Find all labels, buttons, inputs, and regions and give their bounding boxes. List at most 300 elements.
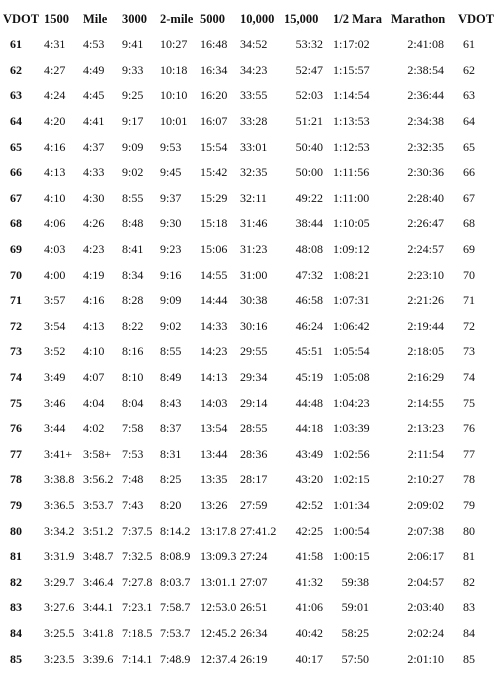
- cell-mile: 3:48.7: [83, 549, 114, 564]
- cell-15000: 43:49: [295, 446, 323, 461]
- header-5000: 5000: [200, 11, 225, 26]
- cell-3000: 7:18.5: [122, 625, 153, 640]
- cell-1500: 4:03: [44, 242, 66, 257]
- cell-vdot: 85: [10, 651, 22, 666]
- cell-vdot-right: 74: [463, 370, 475, 385]
- cell-mile: 4:26: [83, 216, 105, 231]
- cell-marathon: 2:09:02: [407, 497, 444, 512]
- cell-vdot-right: 66: [463, 165, 475, 180]
- cell-vdot: 68: [10, 216, 22, 231]
- cell-3000: 9:25: [122, 88, 144, 103]
- cell-vdot-right: 63: [463, 88, 475, 103]
- cell-2-mile: 9:16: [160, 267, 182, 282]
- cell-half-marathon: 1:11:00: [333, 190, 370, 205]
- cell-2-mile: 8:14.2: [160, 523, 191, 538]
- cell-mile: 3:39.6: [83, 651, 114, 666]
- cell-vdot-right: 75: [463, 395, 475, 410]
- cell-15000: 51:21: [295, 114, 323, 129]
- cell-mile: 3:46.4: [83, 574, 114, 589]
- cell-5000: 15:18: [200, 216, 228, 231]
- cell-marathon: 2:41:08: [407, 37, 444, 52]
- table-body: [3, 32, 497, 672]
- table-row: [3, 416, 497, 442]
- cell-marathon: 2:18:05: [407, 344, 444, 359]
- table-row: [3, 288, 497, 314]
- cell-5000: 14:44: [200, 293, 228, 308]
- cell-mile: 4:30: [83, 190, 105, 205]
- cell-10000: 29:55: [240, 344, 268, 359]
- cell-3000: 7:48: [122, 472, 144, 487]
- cell-10000: 34:23: [240, 62, 268, 77]
- cell-vdot-right: 69: [463, 242, 475, 257]
- header-2-mile: 2-mile: [160, 11, 194, 26]
- cell-3000: 9:09: [122, 139, 144, 154]
- cell-mile: 4:37: [83, 139, 105, 154]
- cell-5000: 15:42: [200, 165, 228, 180]
- cell-mile: 3:51.2: [83, 523, 114, 538]
- table-row: [3, 442, 497, 468]
- header-3000: 3000: [122, 11, 147, 26]
- cell-vdot-right: 81: [463, 549, 475, 564]
- cell-mile: 4:53: [83, 37, 105, 52]
- cell-half-marathon: 1:12:53: [333, 139, 370, 154]
- cell-3000: 8:28: [122, 293, 144, 308]
- cell-marathon: 2:21:26: [407, 293, 444, 308]
- cell-mile: 4:02: [83, 421, 105, 436]
- cell-15000: 38:44: [295, 216, 323, 231]
- cell-vdot-right: 68: [463, 216, 475, 231]
- cell-half-marathon: 1:17:02: [333, 37, 370, 52]
- cell-1500: 4:16: [44, 139, 66, 154]
- cell-1500: 3:34.2: [44, 523, 75, 538]
- cell-10000: 26:51: [240, 600, 268, 615]
- cell-15000: 47:32: [295, 267, 323, 282]
- cell-mile: 3:41.8: [83, 625, 114, 640]
- cell-half-marathon: 1:13:53: [333, 114, 370, 129]
- table-row: [3, 186, 497, 212]
- cell-half-marathon: 1:05:54: [333, 344, 370, 359]
- cell-3000: 8:22: [122, 318, 144, 333]
- cell-marathon: 2:02:24: [407, 625, 444, 640]
- cell-marathon: 2:04:57: [407, 574, 444, 589]
- cell-1500: 4:00: [44, 267, 66, 282]
- cell-10000: 30:16: [240, 318, 268, 333]
- cell-5000: 14:33: [200, 318, 228, 333]
- cell-half-marathon: 1:01:34: [333, 497, 370, 512]
- cell-vdot: 82: [10, 574, 22, 589]
- cell-2-mile: 8:49: [160, 370, 182, 385]
- cell-half-marathon: 59:38: [341, 574, 369, 589]
- cell-vdot: 78: [10, 472, 22, 487]
- cell-3000: 9:41: [122, 37, 144, 52]
- cell-vdot: 73: [10, 344, 22, 359]
- cell-15000: 45:51: [295, 344, 323, 359]
- cell-2-mile: 9:09: [160, 293, 182, 308]
- vdot-race-times-table: [3, 6, 497, 672]
- cell-2-mile: 8:55: [160, 344, 182, 359]
- cell-vdot-right: 72: [463, 318, 475, 333]
- cell-5000: 14:13: [200, 370, 228, 385]
- table-row: [3, 595, 497, 621]
- cell-1500: 3:49: [44, 370, 66, 385]
- cell-mile: 4:13: [83, 318, 105, 333]
- table-row: [3, 467, 497, 493]
- cell-vdot: 67: [10, 190, 22, 205]
- cell-half-marathon: 1:08:21: [333, 267, 370, 282]
- cell-1500: 3:31.9: [44, 549, 75, 564]
- cell-10000: 27:24: [240, 549, 268, 564]
- cell-1500: 4:20: [44, 114, 66, 129]
- cell-10000: 28:55: [240, 421, 268, 436]
- cell-3000: 7:58: [122, 421, 144, 436]
- cell-vdot-right: 71: [463, 293, 475, 308]
- cell-vdot-right: 65: [463, 139, 475, 154]
- cell-3000: 7:53: [122, 446, 144, 461]
- cell-marathon: 2:24:57: [407, 242, 444, 257]
- table-row: [3, 160, 497, 186]
- cell-1500: 4:31: [44, 37, 66, 52]
- cell-mile: 4:16: [83, 293, 105, 308]
- cell-vdot-right: 67: [463, 190, 475, 205]
- cell-15000: 41:58: [295, 549, 323, 564]
- cell-2-mile: 8:25: [160, 472, 182, 487]
- cell-vdot: 77: [10, 446, 22, 461]
- header-vdot-right: VDOT: [458, 11, 495, 26]
- cell-1500: 3:27.6: [44, 600, 75, 615]
- cell-vdot-right: 82: [463, 574, 475, 589]
- cell-3000: 7:32.5: [122, 549, 153, 564]
- cell-3000: 7:23.1: [122, 600, 153, 615]
- cell-vdot-right: 78: [463, 472, 475, 487]
- cell-vdot: 61: [10, 37, 22, 52]
- table-row: [3, 314, 497, 340]
- cell-mile: 4:41: [83, 114, 105, 129]
- cell-5000: 15:06: [200, 242, 228, 257]
- cell-15000: 46:58: [295, 293, 323, 308]
- cell-half-marathon: 1:06:42: [333, 318, 370, 333]
- cell-10000: 27:07: [240, 574, 268, 589]
- cell-half-marathon: 57:50: [341, 651, 369, 666]
- cell-5000: 13:09.3: [200, 549, 237, 564]
- cell-marathon: 2:06:17: [407, 549, 444, 564]
- cell-vdot-right: 70: [463, 267, 475, 282]
- table-row: [3, 83, 497, 109]
- table-row: [3, 646, 497, 672]
- table-row: [3, 390, 497, 416]
- cell-1500: 4:27: [44, 62, 66, 77]
- header-1500: 1500: [44, 11, 69, 26]
- cell-5000: 12:53.0: [200, 600, 237, 615]
- cell-10000: 26:19: [240, 651, 268, 666]
- cell-marathon: 2:03:40: [407, 600, 444, 615]
- cell-2-mile: 7:48.9: [160, 651, 191, 666]
- cell-vdot: 76: [10, 421, 22, 436]
- table-row: [3, 58, 497, 84]
- cell-10000: 28:36: [240, 446, 268, 461]
- cell-15000: 50:00: [295, 165, 323, 180]
- cell-3000: 8:04: [122, 395, 144, 410]
- cell-15000: 52:47: [295, 62, 323, 77]
- cell-1500: 4:10: [44, 190, 66, 205]
- cell-half-marathon: 59:01: [341, 600, 369, 615]
- cell-marathon: 2:36:44: [407, 88, 444, 103]
- cell-half-marathon: 58:25: [341, 625, 369, 640]
- cell-15000: 43:20: [295, 472, 323, 487]
- cell-marathon: 2:13:23: [407, 421, 444, 436]
- cell-2-mile: 8:08.9: [160, 549, 191, 564]
- cell-5000: 13:01.1: [200, 574, 237, 589]
- cell-vdot: 83: [10, 600, 22, 615]
- header-half-marathon: 1/2 Mara: [333, 11, 382, 26]
- cell-1500: 3:25.5: [44, 625, 75, 640]
- header-row: [3, 6, 497, 32]
- cell-half-marathon: 1:03:39: [333, 421, 370, 436]
- cell-10000: 27:59: [240, 497, 268, 512]
- cell-marathon: 2:07:38: [407, 523, 444, 538]
- cell-2-mile: 10:01: [160, 114, 188, 129]
- cell-1500: 3:36.5: [44, 497, 75, 512]
- cell-5000: 16:48: [200, 37, 228, 52]
- cell-15000: 49:22: [295, 190, 323, 205]
- cell-2-mile: 8:20: [160, 497, 182, 512]
- table-row: [3, 237, 497, 263]
- table-row: [3, 134, 497, 160]
- cell-10000: 32:11: [240, 190, 267, 205]
- cell-marathon: 2:34:38: [407, 114, 444, 129]
- cell-3000: 8:55: [122, 190, 144, 205]
- cell-vdot: 79: [10, 497, 22, 512]
- cell-1500: 4:13: [44, 165, 66, 180]
- table-row: [3, 518, 497, 544]
- cell-vdot-right: 61: [463, 37, 475, 52]
- cell-1500: 3:52: [44, 344, 66, 359]
- cell-vdot: 74: [10, 370, 22, 385]
- cell-vdot: 71: [10, 293, 22, 308]
- table-row: [3, 339, 497, 365]
- cell-half-marathon: 1:05:08: [333, 370, 370, 385]
- cell-half-marathon: 1:00:54: [333, 523, 370, 538]
- cell-marathon: 2:16:29: [407, 370, 444, 385]
- cell-vdot-right: 85: [463, 651, 475, 666]
- cell-10000: 33:55: [240, 88, 268, 103]
- cell-10000: 26:34: [240, 625, 268, 640]
- cell-marathon: 2:32:35: [407, 139, 444, 154]
- header-mile: Mile: [83, 11, 108, 26]
- cell-10000: 28:17: [240, 472, 268, 487]
- cell-vdot: 75: [10, 395, 22, 410]
- cell-vdot-right: 84: [463, 625, 475, 640]
- cell-2-mile: 9:02: [160, 318, 182, 333]
- header-10000: 10,000: [240, 11, 275, 26]
- cell-10000: 31:46: [240, 216, 268, 231]
- cell-mile: 3:56.2: [83, 472, 114, 487]
- cell-3000: 9:17: [122, 114, 144, 129]
- cell-vdot: 84: [10, 625, 22, 640]
- cell-marathon: 2:19:44: [407, 318, 444, 333]
- cell-3000: 9:33: [122, 62, 144, 77]
- cell-marathon: 2:14:55: [407, 395, 444, 410]
- cell-mile: 4:10: [83, 344, 105, 359]
- cell-10000: 33:01: [240, 139, 268, 154]
- cell-10000: 34:52: [240, 37, 268, 52]
- cell-vdot: 65: [10, 139, 22, 154]
- cell-2-mile: 7:53.7: [160, 625, 191, 640]
- cell-5000: 13:17.8: [200, 523, 237, 538]
- cell-vdot: 81: [10, 549, 22, 564]
- cell-vdot-right: 79: [463, 497, 475, 512]
- cell-5000: 12:45.2: [200, 625, 237, 640]
- cell-2-mile: 7:58.7: [160, 600, 191, 615]
- cell-1500: 3:54: [44, 318, 66, 333]
- cell-vdot: 72: [10, 318, 22, 333]
- cell-1500: 3:57: [44, 293, 66, 308]
- cell-2-mile: 9:23: [160, 242, 182, 257]
- cell-half-marathon: 1:07:31: [333, 293, 370, 308]
- cell-marathon: 2:11:54: [407, 446, 444, 461]
- cell-5000: 13:44: [200, 446, 228, 461]
- cell-vdot-right: 77: [463, 446, 475, 461]
- cell-2-mile: 9:37: [160, 190, 182, 205]
- cell-15000: 42:52: [295, 497, 323, 512]
- cell-5000: 14:23: [200, 344, 228, 359]
- cell-marathon: 2:10:27: [407, 472, 444, 487]
- cell-vdot: 62: [10, 62, 22, 77]
- cell-15000: 46:24: [295, 318, 323, 333]
- cell-marathon: 2:38:54: [407, 62, 444, 77]
- cell-15000: 45:19: [295, 370, 323, 385]
- cell-half-marathon: 1:10:05: [333, 216, 370, 231]
- cell-2-mile: 9:45: [160, 165, 182, 180]
- cell-vdot: 66: [10, 165, 22, 180]
- cell-mile: 4:45: [83, 88, 105, 103]
- cell-vdot-right: 64: [463, 114, 475, 129]
- cell-15000: 48:08: [295, 242, 323, 257]
- cell-5000: 15:29: [200, 190, 228, 205]
- cell-marathon: 2:28:40: [407, 190, 444, 205]
- cell-2-mile: 10:27: [160, 37, 188, 52]
- cell-3000: 7:37.5: [122, 523, 153, 538]
- cell-vdot-right: 73: [463, 344, 475, 359]
- cell-15000: 52:03: [295, 88, 323, 103]
- cell-5000: 13:54: [200, 421, 228, 436]
- table-row: [3, 211, 497, 237]
- cell-mile: 4:23: [83, 242, 105, 257]
- cell-half-marathon: 1:15:57: [333, 62, 370, 77]
- cell-5000: 16:34: [200, 62, 228, 77]
- cell-10000: 30:38: [240, 293, 268, 308]
- cell-mile: 4:33: [83, 165, 105, 180]
- cell-1500: 3:46: [44, 395, 66, 410]
- cell-3000: 7:27.8: [122, 574, 153, 589]
- cell-mile: 4:49: [83, 62, 105, 77]
- table-row: [3, 262, 497, 288]
- cell-15000: 42:25: [295, 523, 323, 538]
- cell-15000: 50:40: [295, 139, 323, 154]
- cell-10000: 33:28: [240, 114, 268, 129]
- cell-2-mile: 10:18: [160, 62, 188, 77]
- header-vdot: VDOT: [3, 11, 40, 26]
- cell-marathon: 2:30:36: [407, 165, 444, 180]
- cell-5000: 15:54: [200, 139, 228, 154]
- cell-15000: 44:18: [295, 421, 323, 436]
- cell-3000: 8:41: [122, 242, 144, 257]
- header-15000: 15,000: [284, 11, 319, 26]
- cell-5000: 16:20: [200, 88, 228, 103]
- cell-10000: 29:14: [240, 395, 268, 410]
- cell-5000: 13:35: [200, 472, 228, 487]
- cell-half-marathon: 1:14:54: [333, 88, 370, 103]
- cell-1500: 4:24: [44, 88, 66, 103]
- cell-5000: 14:03: [200, 395, 228, 410]
- cell-10000: 27:41.2: [240, 523, 277, 538]
- table-row: [3, 493, 497, 519]
- cell-vdot-right: 80: [463, 523, 475, 538]
- cell-marathon: 2:26:47: [407, 216, 444, 231]
- header-marathon: Marathon: [391, 11, 446, 26]
- cell-1500: 3:41+: [44, 446, 73, 461]
- cell-2-mile: 9:53: [160, 139, 182, 154]
- cell-3000: 8:34: [122, 267, 144, 282]
- cell-3000: 8:16: [122, 344, 144, 359]
- cell-3000: 7:43: [122, 497, 144, 512]
- cell-5000: 16:07: [200, 114, 228, 129]
- cell-10000: 29:34: [240, 370, 268, 385]
- cell-1500: 3:38.8: [44, 472, 75, 487]
- cell-mile: 4:19: [83, 267, 105, 282]
- cell-5000: 13:26: [200, 497, 228, 512]
- cell-half-marathon: 1:04:23: [333, 395, 370, 410]
- cell-15000: 53:32: [295, 37, 323, 52]
- cell-half-marathon: 1:02:15: [333, 472, 370, 487]
- cell-mile: 3:44.1: [83, 600, 114, 615]
- cell-vdot: 63: [10, 88, 22, 103]
- cell-vdot-right: 76: [463, 421, 475, 436]
- cell-vdot-right: 62: [463, 62, 475, 77]
- cell-half-marathon: 1:11:56: [333, 165, 370, 180]
- cell-1500: 3:23.5: [44, 651, 75, 666]
- cell-marathon: 2:01:10: [407, 651, 444, 666]
- cell-15000: 44:48: [295, 395, 323, 410]
- cell-vdot-right: 83: [463, 600, 475, 615]
- cell-half-marathon: 1:09:12: [333, 242, 370, 257]
- cell-3000: 9:02: [122, 165, 144, 180]
- table-row: [3, 109, 497, 135]
- cell-15000: 41:32: [295, 574, 323, 589]
- table-row: [3, 32, 497, 58]
- table-row: [3, 621, 497, 647]
- cell-5000: 14:55: [200, 267, 228, 282]
- cell-mile: 3:58+: [83, 446, 112, 461]
- cell-vdot: 70: [10, 267, 22, 282]
- cell-5000: 12:37.4: [200, 651, 237, 666]
- cell-2-mile: 8:31: [160, 446, 182, 461]
- cell-mile: 3:53.7: [83, 497, 114, 512]
- cell-2-mile: 8:43: [160, 395, 182, 410]
- table-row: [3, 365, 497, 391]
- cell-1500: 3:29.7: [44, 574, 75, 589]
- cell-3000: 8:48: [122, 216, 144, 231]
- cell-vdot: 64: [10, 114, 22, 129]
- table-row: [3, 569, 497, 595]
- cell-2-mile: 10:10: [160, 88, 188, 103]
- cell-10000: 31:23: [240, 242, 268, 257]
- cell-1500: 3:44: [44, 421, 66, 436]
- cell-half-marathon: 1:02:56: [333, 446, 370, 461]
- cell-mile: 4:07: [83, 370, 105, 385]
- cell-10000: 32:35: [240, 165, 268, 180]
- cell-vdot: 69: [10, 242, 22, 257]
- cell-15000: 40:17: [295, 651, 323, 666]
